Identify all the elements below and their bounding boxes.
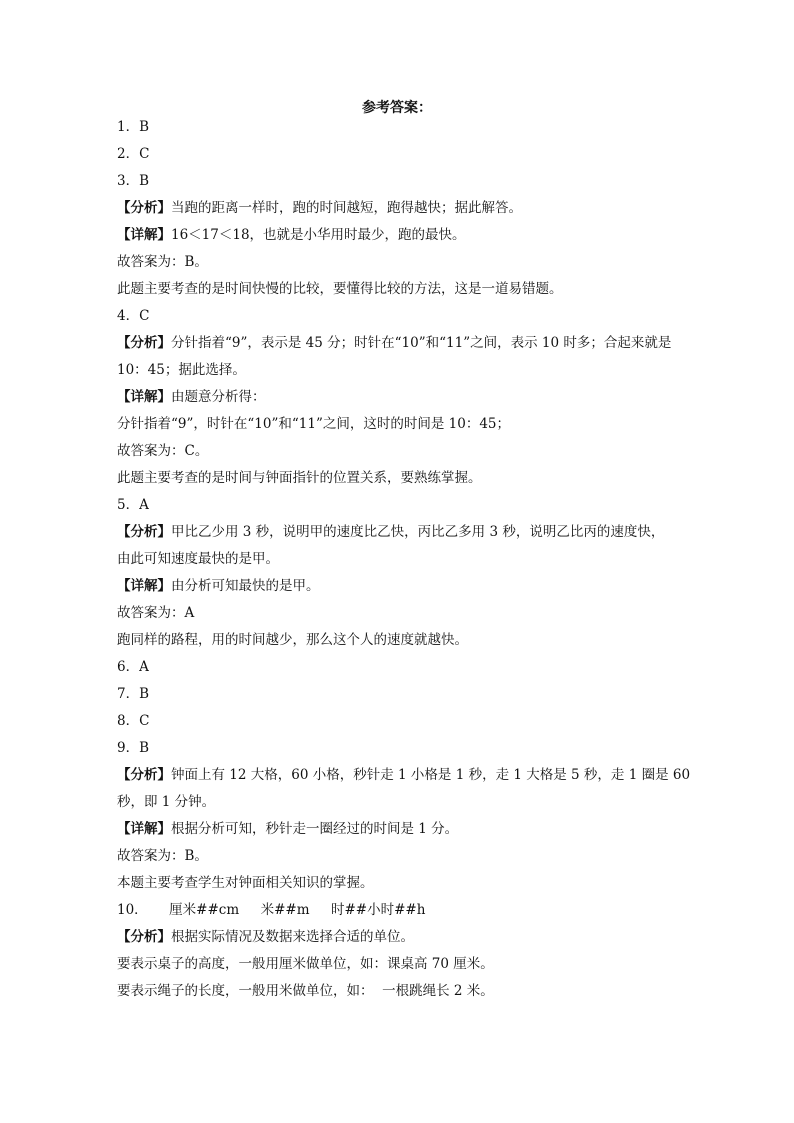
line-text: 分针指着“9”，时针在“10”和“11”之间，这时的时间是 10：45； xyxy=(117,416,511,432)
answer-line xyxy=(117,681,687,708)
line-text: 3．B xyxy=(117,173,150,189)
answer-line xyxy=(117,870,687,897)
answer-line xyxy=(117,816,687,843)
line-text: 此题主要考查的是时间与钟面指针的位置关系，要熟练掌握。 xyxy=(117,470,482,486)
line-text: 4．C xyxy=(117,308,150,324)
answer-line xyxy=(117,222,687,249)
answer-line xyxy=(117,411,687,438)
answer-line xyxy=(117,735,687,762)
line-text: 钟面上有 12 大格，60 小格，秒针走 1 小格是 1 秒，走 1 大格是 5 秒，走 1 圈是 60 xyxy=(171,767,691,783)
line-text: 故答案为：C。 xyxy=(117,443,209,459)
line-text: 当跑的距离一样时，跑的时间越短，跑得越快；据此解答。 xyxy=(171,200,522,216)
line-text: 此题主要考查的是时间快慢的比较，要懂得比较的方法，这是一道易错题。 xyxy=(117,281,563,297)
answer-line xyxy=(117,978,687,1005)
section-tag: 【分析】 xyxy=(117,524,171,540)
line-text: 要表示绳子的长度，一般用米做单位，如： 一根跳绳长 2 米。 xyxy=(117,983,494,999)
answer-line xyxy=(117,654,687,681)
line-text: 由此可知速度最快的是甲。 xyxy=(117,551,279,567)
answer-line xyxy=(117,951,687,978)
line-text: 16＜17＜18，也就是小华用时最少，跑的最快。 xyxy=(171,227,466,243)
answer-line xyxy=(117,546,687,573)
answer-line xyxy=(117,789,687,816)
answer-line xyxy=(117,114,687,141)
answer-line xyxy=(117,492,687,519)
line-text: 根据分析可知，秒针走一圈经过的时间是 1 分。 xyxy=(171,821,459,837)
answer-line xyxy=(117,924,687,951)
line-text: 由分析可知最快的是甲。 xyxy=(171,578,320,594)
answer-line xyxy=(117,627,687,654)
answer-line xyxy=(117,141,687,168)
answer-line xyxy=(117,330,687,357)
line-text: 10：45；据此选择。 xyxy=(117,362,246,378)
answer-line xyxy=(117,519,687,546)
line-text: 秒，即 1 分钟。 xyxy=(117,794,216,810)
line-text: 1．B xyxy=(117,119,150,135)
line-text: 5．A xyxy=(117,497,149,513)
answer-line xyxy=(117,465,687,492)
line-text: 8．C xyxy=(117,713,150,729)
section-tag: 【详解】 xyxy=(117,578,171,594)
line-text: 要表示桌子的高度，一般用厘米做单位，如：课桌高 70 厘米。 xyxy=(117,956,494,972)
section-tag: 【分析】 xyxy=(117,200,171,216)
line-text: 故答案为：B。 xyxy=(117,254,208,270)
line-text: 2．C xyxy=(117,146,150,162)
section-tag: 【分析】 xyxy=(117,929,171,945)
line-text: 根据实际情况及数据来选择合适的单位。 xyxy=(171,929,414,945)
section-tag: 【分析】 xyxy=(117,767,171,783)
line-text: 由题意分析得： xyxy=(171,389,266,405)
section-tag: 【详解】 xyxy=(117,389,171,405)
page-title: 参考答案： xyxy=(362,100,432,116)
answer-line xyxy=(117,708,687,735)
line-text: 甲比乙少用 3 秒，说明甲的速度比乙快，丙比乙多用 3 秒，说明乙比丙的速度快， xyxy=(171,524,665,540)
line-text: 6．A xyxy=(117,659,149,675)
answer-line xyxy=(117,384,687,411)
line-text: 故答案为：A xyxy=(117,605,195,621)
section-tag: 【详解】 xyxy=(117,227,171,243)
answer-line xyxy=(117,303,687,330)
line-text: 本题主要考查学生对钟面相关知识的掌握。 xyxy=(117,875,374,891)
answer-line xyxy=(117,195,687,222)
answer-line xyxy=(117,249,687,276)
answer-line xyxy=(117,357,687,384)
line-text: 分针指着“9”，表示是 45 分；时针在“10”和“11”之间，表示 10 时多；合起来就是 xyxy=(171,335,672,351)
answer-lines xyxy=(117,114,691,1005)
section-tag: 【分析】 xyxy=(117,335,171,351)
answer-line xyxy=(117,897,687,924)
line-text: 9．B xyxy=(117,740,150,756)
answer-line xyxy=(117,600,687,627)
answer-line xyxy=(117,762,691,789)
answer-line xyxy=(117,843,687,870)
answer-line xyxy=(117,573,687,600)
answer-line xyxy=(117,168,687,195)
answer-line xyxy=(117,438,687,465)
section-tag: 【详解】 xyxy=(117,821,171,837)
line-text: 故答案为：B。 xyxy=(117,848,208,864)
answer-line xyxy=(117,276,687,303)
line-text: 7．B xyxy=(117,686,150,702)
line-text: 10． 厘米##cm 米##m 时##小时##h xyxy=(117,902,426,918)
line-text: 跑同样的路程，用的时间越少，那么这个人的速度就越快。 xyxy=(117,632,468,648)
